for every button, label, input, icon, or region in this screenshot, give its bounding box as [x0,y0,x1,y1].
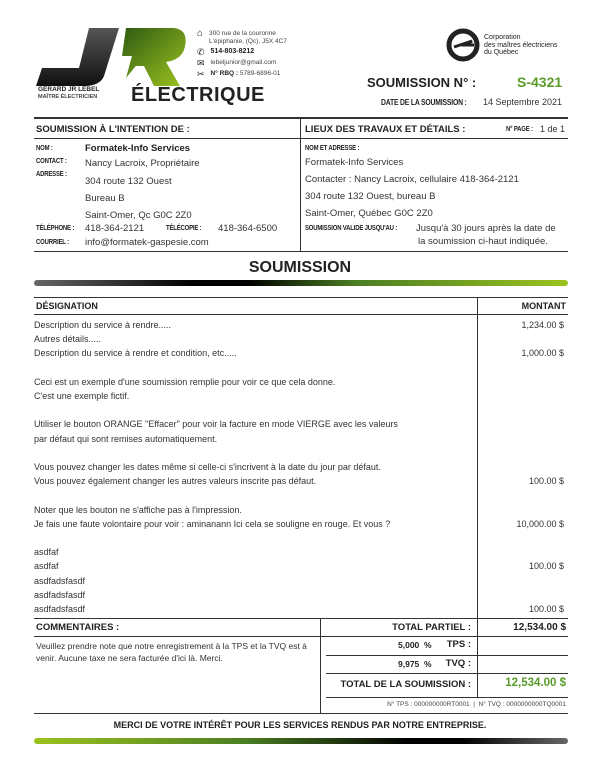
site-line1[interactable]: Formatek-Info Services [305,157,404,168]
client-header: SOUMISSION À L'INTENTION DE : [36,124,190,135]
envelope-icon: ✉ [197,58,205,68]
table-row [34,488,568,502]
row-designation[interactable]: Je fais une faute volontaire pour voir : aminanann Ici cela se souligne en rouge. Et vous ? [34,518,391,529]
title-gradient-bar [34,280,568,286]
valid-until-label: SOUMISSION VALIDE JUSQU'AU : [305,225,398,232]
company-contact [197,30,287,78]
row-designation[interactable]: asdfadsfasdf [34,604,86,614]
site-line3[interactable]: 304 route 132 Ouest, bureau B [305,191,436,202]
quote-number-label: SOUMISSION N° : [367,75,477,90]
total-label: TOTAL DE LA SOUMISSION : [340,679,471,690]
table-row [34,346,568,360]
row-amount[interactable]: 100.00 $ [528,561,564,572]
row-designation[interactable]: Noter que les bouton ne s'affiche pas à l'impression. [34,504,242,515]
table-row [34,545,568,559]
row-designation[interactable]: Ceci est un exemple d'une soumission remplie pour voir ce que cela donne. [34,376,336,387]
row-designation[interactable]: C'est une exemple fictif. [34,391,130,401]
col-designation-header: DÉSIGNATION [36,301,98,311]
row-amount[interactable]: 100.00 $ [528,476,564,487]
client-email-label: COURRIEL : [36,239,69,246]
site-header: LIEUX DES TRAVAUX ET DÉTAILS : [305,124,466,135]
table-row [34,474,568,488]
client-fax[interactable]: 418-364-6500 [218,223,278,234]
table-row [34,602,568,616]
row-designation[interactable]: Description du service à rendre..... [34,320,172,330]
tps-label: TPS : [446,639,471,650]
total-value: 12,534.00 $ [505,677,566,689]
page-label: N° PAGE : [506,126,533,133]
client-address2[interactable]: Bureau B [85,193,125,204]
client-contact[interactable]: Nancy Lacroix, Propriétaire [85,158,200,169]
tools-icon: ✂ [197,69,205,79]
client-address1[interactable]: 304 route 132 Ouest [85,176,172,187]
client-address3[interactable]: Saint-Omer, Qc G0C 2Z0 [85,210,192,221]
table-row [34,375,568,389]
footer-gradient-bar [34,738,568,744]
row-designation[interactable]: asdfadsfasdf [34,575,86,586]
client-name-label: NOM : [36,145,53,152]
table-row [34,389,568,403]
client-phone[interactable]: 418-364-2121 [85,223,145,234]
company-name: ÉLECTRIQUE [131,84,265,106]
tvq-rate[interactable]: 9,975 % [398,659,432,669]
site-line4[interactable]: Saint-Omer, Québec G0C 2Z0 [305,208,433,219]
row-designation[interactable]: asdfaf [34,561,59,572]
row-designation[interactable]: Vous pouvez changer les dates même si celle-ci s'incrivent à la date du jour par défaut. [34,462,381,472]
company-email[interactable]: lebeljunior@gmail.com [210,59,277,66]
table-row [34,361,568,375]
row-designation[interactable]: Autres détails..... [34,334,102,345]
page-number: 1 de 1 [540,124,566,134]
company-phone: 514-803-8212 [210,48,255,55]
tps-rate[interactable]: 5,000 % [398,640,432,650]
client-email[interactable]: info@formatek-gaspesie.com [85,237,209,248]
table-row [34,588,568,602]
row-designation[interactable]: Utiliser le bouton ORANGE "Effacer" pour voir la facture en mode VIERGE avec les valeurs [34,419,398,430]
document-title: SOUMISSION [248,259,352,276]
col-amount-header: MONTANT [521,301,566,311]
table-row [34,531,568,545]
owner-name: GÉRARD JR LEBEL [38,86,100,93]
table-row [34,460,568,474]
tax-numbers: N° TPS : 000000000RT0001 | N° TVQ : 0000000000TQ0001 [387,701,566,708]
table-row [34,559,568,573]
table-row [34,574,568,588]
subtotal-value: 12,534.00 $ [513,622,566,633]
phone-icon: ✆ [197,47,205,57]
rbq-number: 5789-6896-01 [239,70,281,77]
comments-header: COMMENTAIRES : [36,622,120,633]
site-line2[interactable]: Contacter : Nancy Lacroix, cellulaire 418-364-2121 [305,174,519,185]
client-address-label: ADRESSE : [36,171,67,178]
valid-until-line2[interactable]: la soumission ci-haut indiquée. [418,236,548,247]
address-line1: 300 rue de la couronne [209,30,276,37]
row-designation[interactable]: asdfaf [34,547,59,558]
row-amount[interactable]: 10,000.00 $ [516,518,564,529]
address-line2: L'épiphanie, (Qc), J5X 4C7 [209,38,287,45]
client-fax-label: TÉLÉCOPIE : [166,225,202,232]
footer-thanks: MERCI DE VOTRE INTÉRÊT POUR LES SERVICES RENDUS PAR NOTRE ENTREPRISE. [113,720,487,730]
client-phone-label: TÉLÉPHONE : [36,225,75,232]
row-amount[interactable]: 1,234.00 $ [521,320,564,330]
table-row [34,332,568,346]
home-icon: ⌂ [197,28,204,39]
row-amount[interactable]: 1,000.00 $ [521,348,564,359]
corporation-line1: Corporation [484,34,521,41]
cmeq-emblem-icon [446,28,480,62]
quote-number[interactable]: S-4321 [517,74,563,90]
row-designation[interactable]: Description du service à rendre et condition, etc..... [34,348,237,359]
table-row [34,517,568,531]
quote-date[interactable]: 14 Septembre 2021 [483,97,563,107]
row-designation[interactable]: asdfadsfasdf [34,589,86,600]
row-designation[interactable]: Vous pouvez également changer les autres valeurs inscrite pas défaut. [34,476,317,487]
row-amount[interactable]: 100.00 $ [528,604,564,614]
client-contact-label: CONTACT : [36,158,67,165]
subtotal-label: TOTAL PARTIEL : [392,622,471,633]
jr-logo-icon [34,26,194,88]
table-row [34,417,568,431]
rbq-label: N° RBQ : [210,70,239,77]
tvq-label: TVQ : [445,658,471,669]
table-row [34,446,568,460]
table-row [34,318,568,332]
row-designation[interactable]: par défaut qui sont remises automatiquement. [34,433,218,444]
owner-title: MAÎTRE ÉLECTRICIEN [38,94,98,100]
corporation-line2: des maîtres électriciens [484,41,558,49]
table-row [34,503,568,517]
comments-text[interactable]: Veuillez prendre note que notre enregistrement à la TPS et la TVQ est à venir. Aucune taxe ne sera facturée d'ici là. Merci. [36,641,307,663]
site-name-label: NOM ET ADRESSE : [305,145,360,152]
client-name[interactable]: Formatek-Info Services [85,143,191,154]
corporation-line3: du Québec [484,49,519,56]
table-row [34,432,568,446]
quote-date-label: DATE DE LA SOUMISSION : [381,98,467,107]
valid-until-line1[interactable]: Jusqu'à 30 jours après la date de [416,223,556,234]
corporation-name [484,34,558,57]
table-row [34,403,568,417]
